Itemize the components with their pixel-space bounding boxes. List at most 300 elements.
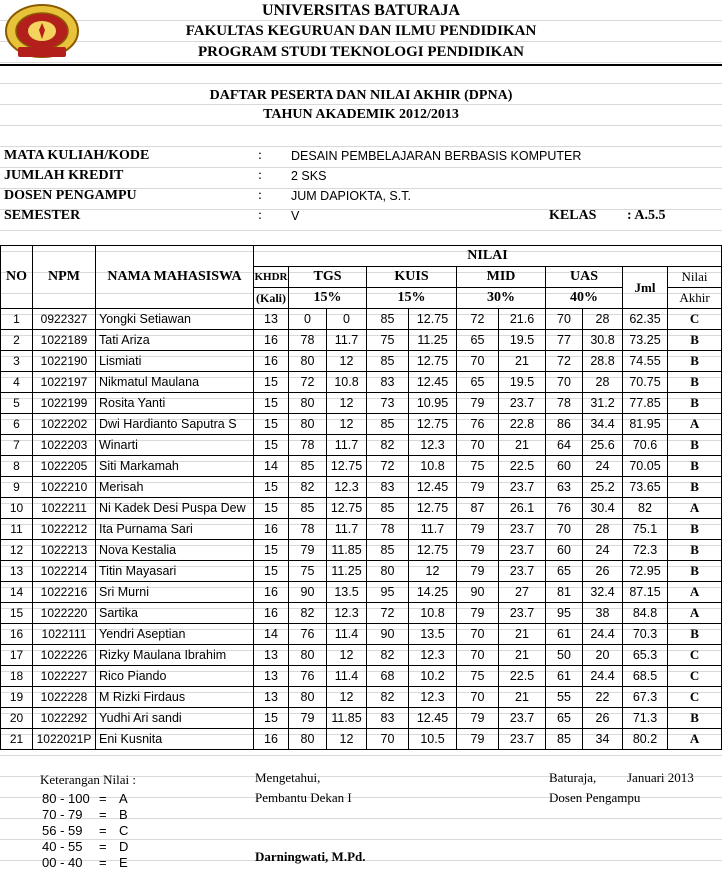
cell-grade: A xyxy=(668,729,722,750)
cell-mid: 65 xyxy=(457,330,499,351)
cell-kuis: 95 xyxy=(367,582,409,603)
cell-uas: 81 xyxy=(546,582,583,603)
cell-uas: 64 xyxy=(546,435,583,456)
cell-mid-weighted: 21 xyxy=(499,624,546,645)
cell-kuis-weighted: 10.95 xyxy=(409,393,457,414)
cell-uas-weighted: 32.4 xyxy=(583,582,623,603)
cell-kuis-weighted: 12.45 xyxy=(409,708,457,729)
cell-npm: 1022211 xyxy=(33,498,96,519)
cell-kuis-weighted: 12.75 xyxy=(409,309,457,330)
legend-range: 00 - 40 xyxy=(42,855,83,870)
cell-npm: 1022212 xyxy=(33,519,96,540)
cell-tgs: 85 xyxy=(289,498,327,519)
cell-uas-weighted: 38 xyxy=(583,603,623,624)
cell-npm: 0922327 xyxy=(33,309,96,330)
cell-khdr: 15 xyxy=(254,414,289,435)
cell-tgs: 80 xyxy=(289,687,327,708)
cell-grade: C xyxy=(668,687,722,708)
cell-jml: 77.85 xyxy=(623,393,668,414)
header-jml: Jml xyxy=(623,267,668,309)
header-kuis: KUIS xyxy=(367,267,457,288)
cell-grade: B xyxy=(668,519,722,540)
cell-no: 9 xyxy=(1,477,33,498)
cell-npm: 1022292 xyxy=(33,708,96,729)
cell-kuis: 85 xyxy=(367,309,409,330)
cell-jml: 71.3 xyxy=(623,708,668,729)
cell-uas-weighted: 34 xyxy=(583,729,623,750)
header-khdr: KHDR xyxy=(254,267,289,288)
credit-value: 2 SKS xyxy=(291,169,327,183)
cell-uas-weighted: 26 xyxy=(583,561,623,582)
table-row xyxy=(1,477,722,498)
cell-mid: 79 xyxy=(457,603,499,624)
cell-npm: 1022202 xyxy=(33,414,96,435)
cell-uas-weighted: 25.6 xyxy=(583,435,623,456)
header-mid: MID xyxy=(457,267,546,288)
cell-mid-weighted: 23.7 xyxy=(499,603,546,624)
cell-tgs: 72 xyxy=(289,372,327,393)
cell-npm: 1022210 xyxy=(33,477,96,498)
cell-kuis-weighted: 13.5 xyxy=(409,624,457,645)
cell-tgs-weighted: 11.4 xyxy=(327,666,367,687)
cell-name: Yudhi Ari sandi xyxy=(96,708,254,729)
table-row xyxy=(1,603,722,624)
cell-mid-weighted: 22.5 xyxy=(499,666,546,687)
cell-khdr: 14 xyxy=(254,624,289,645)
cell-kuis: 85 xyxy=(367,414,409,435)
cell-no: 21 xyxy=(1,729,33,750)
cell-uas: 60 xyxy=(546,456,583,477)
credit-colon: : xyxy=(258,168,262,183)
table-row xyxy=(1,519,722,540)
cell-tgs: 80 xyxy=(289,393,327,414)
cell-name: Titin Mayasari xyxy=(96,561,254,582)
university-logo xyxy=(4,3,80,59)
legend-row xyxy=(42,839,128,854)
cell-uas: 70 xyxy=(546,519,583,540)
cell-mid: 75 xyxy=(457,456,499,477)
cell-grade: B xyxy=(668,624,722,645)
legend-grade: E xyxy=(119,855,128,870)
legend-grade: D xyxy=(119,839,129,854)
table-row xyxy=(1,372,722,393)
cell-tgs-weighted: 11.85 xyxy=(327,540,367,561)
cell-khdr: 15 xyxy=(254,540,289,561)
cell-uas: 65 xyxy=(546,561,583,582)
cell-tgs: 79 xyxy=(289,540,327,561)
header-grade: Nilai xyxy=(668,267,722,288)
cell-grade: B xyxy=(668,708,722,729)
cell-mid: 79 xyxy=(457,477,499,498)
cell-mid-weighted: 21 xyxy=(499,687,546,708)
cell-no: 15 xyxy=(1,603,33,624)
semester-label: SEMESTER xyxy=(4,208,81,223)
cell-name: Tati Ariza xyxy=(96,330,254,351)
cell-kuis: 83 xyxy=(367,708,409,729)
table-row xyxy=(1,645,722,666)
cell-kuis-weighted: 12.75 xyxy=(409,540,457,561)
cell-no: 20 xyxy=(1,708,33,729)
cell-jml: 75.1 xyxy=(623,519,668,540)
legend-row xyxy=(42,807,128,822)
course-colon: : xyxy=(258,148,262,163)
cell-uas-weighted: 28.8 xyxy=(583,351,623,372)
cell-khdr: 16 xyxy=(254,729,289,750)
lecturer-colon: : xyxy=(258,188,262,203)
cell-npm: 1022190 xyxy=(33,351,96,372)
legend-row xyxy=(42,791,128,806)
cell-tgs: 80 xyxy=(289,645,327,666)
cell-kuis: 73 xyxy=(367,393,409,414)
cell-uas: 72 xyxy=(546,351,583,372)
header-nilai: NILAI xyxy=(254,246,722,267)
cell-uas-weighted: 24.4 xyxy=(583,624,623,645)
cell-tgs: 90 xyxy=(289,582,327,603)
cell-uas-weighted: 30.8 xyxy=(583,330,623,351)
cell-mid: 90 xyxy=(457,582,499,603)
cell-uas: 95 xyxy=(546,603,583,624)
cell-jml: 62.35 xyxy=(623,309,668,330)
table-row xyxy=(1,456,722,477)
cell-uas-weighted: 28 xyxy=(583,372,623,393)
cell-tgs-weighted: 11.7 xyxy=(327,330,367,351)
cell-mid-weighted: 23.7 xyxy=(499,477,546,498)
cell-khdr: 15 xyxy=(254,498,289,519)
cell-uas: 78 xyxy=(546,393,583,414)
course-label: MATA KULIAH/KODE xyxy=(4,148,150,163)
cell-mid: 75 xyxy=(457,666,499,687)
cell-tgs: 79 xyxy=(289,708,327,729)
cell-name: Rico Piando xyxy=(96,666,254,687)
cell-npm: 1022111 xyxy=(33,624,96,645)
cell-mid-weighted: 22.5 xyxy=(499,456,546,477)
cell-grade: B xyxy=(668,435,722,456)
cell-uas: 76 xyxy=(546,498,583,519)
cell-uas: 70 xyxy=(546,372,583,393)
cell-npm: 1022205 xyxy=(33,456,96,477)
lecturer-value: JUM DAPIOKTA, S.T. xyxy=(291,189,411,203)
cell-grade: B xyxy=(668,393,722,414)
cell-tgs: 78 xyxy=(289,435,327,456)
header-kuis-pct: 15% xyxy=(367,288,457,309)
cell-mid: 70 xyxy=(457,351,499,372)
cell-grade: B xyxy=(668,456,722,477)
legend-equals: = xyxy=(99,839,107,854)
cell-khdr: 15 xyxy=(254,372,289,393)
cell-khdr: 13 xyxy=(254,687,289,708)
legend-equals: = xyxy=(99,855,107,870)
cell-uas-weighted: 20 xyxy=(583,645,623,666)
cell-mid-weighted: 21.6 xyxy=(499,309,546,330)
cell-npm: 1022227 xyxy=(33,666,96,687)
cell-tgs-weighted: 12.3 xyxy=(327,603,367,624)
cell-grade: B xyxy=(668,561,722,582)
cell-jml: 72.3 xyxy=(623,540,668,561)
cell-uas-weighted: 28 xyxy=(583,309,623,330)
cell-name: Lismiati xyxy=(96,351,254,372)
table-row xyxy=(1,708,722,729)
legend-row xyxy=(42,823,128,838)
grade-table xyxy=(0,245,722,750)
cell-jml: 74.55 xyxy=(623,351,668,372)
cell-khdr: 15 xyxy=(254,477,289,498)
cell-npm: 1022197 xyxy=(33,372,96,393)
cell-uas-weighted: 30.4 xyxy=(583,498,623,519)
cell-tgs-weighted: 12 xyxy=(327,729,367,750)
cell-name: Nikmatul Maulana xyxy=(96,372,254,393)
cell-khdr: 16 xyxy=(254,603,289,624)
cell-kuis-weighted: 12 xyxy=(409,561,457,582)
cell-jml: 70.05 xyxy=(623,456,668,477)
academic-year: TAHUN AKADEMIK 2012/2013 xyxy=(263,107,459,122)
cell-name: Siti Markamah xyxy=(96,456,254,477)
cell-khdr: 15 xyxy=(254,435,289,456)
cell-npm: 1022216 xyxy=(33,582,96,603)
cell-uas: 61 xyxy=(546,624,583,645)
legend-range: 70 - 79 xyxy=(42,807,83,822)
cell-mid: 72 xyxy=(457,309,499,330)
cell-grade: A xyxy=(668,603,722,624)
cell-tgs-weighted: 12 xyxy=(327,393,367,414)
header-grade-sub: Akhir xyxy=(668,288,722,309)
cell-grade: B xyxy=(668,477,722,498)
semester-colon: : xyxy=(258,208,262,223)
university-name: UNIVERSITAS BATURAJA xyxy=(261,2,461,19)
table-row xyxy=(1,687,722,708)
cell-npm: 1022226 xyxy=(33,645,96,666)
cell-jml: 72.95 xyxy=(623,561,668,582)
cell-mid-weighted: 23.7 xyxy=(499,729,546,750)
cell-khdr: 15 xyxy=(254,708,289,729)
cell-kuis: 83 xyxy=(367,477,409,498)
legend-grade: C xyxy=(119,823,129,838)
cell-jml: 82 xyxy=(623,498,668,519)
class-value: : A.5.5 xyxy=(627,208,666,223)
cell-khdr: 16 xyxy=(254,330,289,351)
date-label: Januari 2013 xyxy=(627,770,694,785)
table-row xyxy=(1,729,722,750)
credit-label: JUMLAH KREDIT xyxy=(4,168,124,183)
cell-name: Winarti xyxy=(96,435,254,456)
cell-kuis-weighted: 10.8 xyxy=(409,456,457,477)
legend-equals: = xyxy=(99,807,107,822)
cell-name: Merisah xyxy=(96,477,254,498)
cell-khdr: 15 xyxy=(254,561,289,582)
cell-mid: 70 xyxy=(457,435,499,456)
cell-kuis: 75 xyxy=(367,330,409,351)
cell-khdr: 13 xyxy=(254,645,289,666)
cell-uas: 61 xyxy=(546,666,583,687)
cell-uas-weighted: 25.2 xyxy=(583,477,623,498)
cell-mid: 70 xyxy=(457,624,499,645)
cell-no: 13 xyxy=(1,561,33,582)
cell-name: Sartika xyxy=(96,603,254,624)
header-tgs: TGS xyxy=(289,267,367,288)
cell-name: Eni Kusnita xyxy=(96,729,254,750)
header-khdr-sub: (Kali) xyxy=(254,288,289,309)
cell-mid: 79 xyxy=(457,519,499,540)
cell-name: M Rizki Firdaus xyxy=(96,687,254,708)
cell-uas-weighted: 31.2 xyxy=(583,393,623,414)
header-tgs-pct: 15% xyxy=(289,288,367,309)
cell-kuis-weighted: 12.75 xyxy=(409,498,457,519)
cell-khdr: 16 xyxy=(254,351,289,372)
cell-kuis-weighted: 12.75 xyxy=(409,414,457,435)
cell-kuis: 70 xyxy=(367,729,409,750)
cell-uas-weighted: 22 xyxy=(583,687,623,708)
cell-tgs: 76 xyxy=(289,624,327,645)
cell-mid-weighted: 26.1 xyxy=(499,498,546,519)
cell-mid: 87 xyxy=(457,498,499,519)
header-npm: NPM xyxy=(33,246,96,309)
header-no: NO xyxy=(1,246,33,309)
header-name: NAMA MAHASISWA xyxy=(96,246,254,309)
cell-no: 1 xyxy=(1,309,33,330)
cell-tgs-weighted: 0 xyxy=(327,309,367,330)
cell-kuis-weighted: 11.7 xyxy=(409,519,457,540)
cell-no: 4 xyxy=(1,372,33,393)
cell-mid: 79 xyxy=(457,561,499,582)
cell-no: 18 xyxy=(1,666,33,687)
cell-grade: B xyxy=(668,372,722,393)
cell-jml: 84.8 xyxy=(623,603,668,624)
cell-khdr: 15 xyxy=(254,393,289,414)
cell-jml: 70.75 xyxy=(623,372,668,393)
cell-tgs: 80 xyxy=(289,351,327,372)
cell-tgs: 80 xyxy=(289,729,327,750)
cell-tgs-weighted: 12 xyxy=(327,687,367,708)
cell-mid: 65 xyxy=(457,372,499,393)
program-name: PROGRAM STUDI TEKNOLOGI PENDIDIKAN xyxy=(197,44,524,60)
cell-mid-weighted: 23.7 xyxy=(499,519,546,540)
cell-tgs-weighted: 12 xyxy=(327,645,367,666)
legend-row xyxy=(42,855,128,870)
cell-tgs: 82 xyxy=(289,603,327,624)
cell-jml: 73.65 xyxy=(623,477,668,498)
vice-dean-name: Darningwati, M.Pd. xyxy=(255,849,366,864)
cell-no: 16 xyxy=(1,624,33,645)
cell-no: 10 xyxy=(1,498,33,519)
cell-npm: 1022213 xyxy=(33,540,96,561)
cell-mid: 79 xyxy=(457,540,499,561)
cell-jml: 73.25 xyxy=(623,330,668,351)
cell-kuis: 85 xyxy=(367,351,409,372)
cell-uas-weighted: 24.4 xyxy=(583,666,623,687)
lecturer-role: Dosen Pengampu xyxy=(549,790,641,805)
cell-no: 5 xyxy=(1,393,33,414)
cell-kuis-weighted: 10.5 xyxy=(409,729,457,750)
cell-tgs-weighted: 12 xyxy=(327,414,367,435)
cell-kuis: 80 xyxy=(367,561,409,582)
cell-uas: 50 xyxy=(546,645,583,666)
cell-khdr: 13 xyxy=(254,309,289,330)
cell-grade: A xyxy=(668,498,722,519)
table-row xyxy=(1,435,722,456)
cell-jml: 67.3 xyxy=(623,687,668,708)
grade-table-body xyxy=(1,309,722,750)
cell-mid-weighted: 21 xyxy=(499,645,546,666)
cell-kuis-weighted: 10.8 xyxy=(409,603,457,624)
cell-tgs-weighted: 12.3 xyxy=(327,477,367,498)
cell-kuis: 82 xyxy=(367,435,409,456)
acknowledged-label: Mengetahui, xyxy=(255,770,321,785)
cell-kuis: 68 xyxy=(367,666,409,687)
cell-mid-weighted: 23.7 xyxy=(499,393,546,414)
cell-name: Ni Kadek Desi Puspa Dew xyxy=(96,498,254,519)
cell-tgs: 82 xyxy=(289,477,327,498)
cell-kuis-weighted: 12.3 xyxy=(409,645,457,666)
place-label: Baturaja, xyxy=(549,770,597,785)
cell-mid-weighted: 23.7 xyxy=(499,540,546,561)
cell-tgs: 76 xyxy=(289,666,327,687)
cell-kuis: 82 xyxy=(367,687,409,708)
cell-name: Dwi Hardianto Saputra S xyxy=(96,414,254,435)
cell-no: 11 xyxy=(1,519,33,540)
cell-tgs-weighted: 10.8 xyxy=(327,372,367,393)
table-row xyxy=(1,414,722,435)
header-uas: UAS xyxy=(546,267,623,288)
cell-npm: 1022203 xyxy=(33,435,96,456)
cell-kuis-weighted: 10.2 xyxy=(409,666,457,687)
table-row xyxy=(1,624,722,645)
cell-uas: 63 xyxy=(546,477,583,498)
cell-grade: B xyxy=(668,330,722,351)
cell-name: Yongki Setiawan xyxy=(96,309,254,330)
cell-uas: 65 xyxy=(546,708,583,729)
legend-equals: = xyxy=(99,791,107,806)
legend-range: 80 - 100 xyxy=(42,791,90,806)
cell-mid: 79 xyxy=(457,729,499,750)
cell-jml: 81.95 xyxy=(623,414,668,435)
header-divider xyxy=(0,64,722,66)
cell-no: 17 xyxy=(1,645,33,666)
cell-grade: B xyxy=(668,351,722,372)
cell-no: 6 xyxy=(1,414,33,435)
cell-name: Ita Purnama Sari xyxy=(96,519,254,540)
cell-mid: 70 xyxy=(457,645,499,666)
document-title: DAFTAR PESERTA DAN NILAI AKHIR (DPNA) xyxy=(209,88,513,103)
cell-kuis-weighted: 12.3 xyxy=(409,435,457,456)
cell-tgs-weighted: 12 xyxy=(327,351,367,372)
table-row xyxy=(1,330,722,351)
cell-uas: 85 xyxy=(546,729,583,750)
cell-tgs-weighted: 12.75 xyxy=(327,498,367,519)
cell-tgs: 85 xyxy=(289,456,327,477)
legend-equals: = xyxy=(99,823,107,838)
cell-kuis-weighted: 11.25 xyxy=(409,330,457,351)
cell-name: Yendri Aseptian xyxy=(96,624,254,645)
cell-tgs-weighted: 12.75 xyxy=(327,456,367,477)
legend-grade: B xyxy=(119,807,128,822)
table-row xyxy=(1,498,722,519)
cell-name: Nova Kestalia xyxy=(96,540,254,561)
cell-mid-weighted: 19.5 xyxy=(499,330,546,351)
cell-khdr: 13 xyxy=(254,666,289,687)
cell-name: Rizky Maulana Ibrahim xyxy=(96,645,254,666)
lecturer-label: DOSEN PENGAMPU xyxy=(4,188,137,203)
cell-kuis-weighted: 14.25 xyxy=(409,582,457,603)
cell-uas-weighted: 28 xyxy=(583,519,623,540)
cell-tgs: 78 xyxy=(289,519,327,540)
cell-mid-weighted: 22.8 xyxy=(499,414,546,435)
cell-npm: 1022199 xyxy=(33,393,96,414)
cell-uas: 60 xyxy=(546,540,583,561)
table-row xyxy=(1,309,722,330)
cell-kuis: 72 xyxy=(367,456,409,477)
class-label: KELAS xyxy=(549,208,597,223)
cell-mid-weighted: 27 xyxy=(499,582,546,603)
legend-range: 40 - 55 xyxy=(42,839,83,854)
